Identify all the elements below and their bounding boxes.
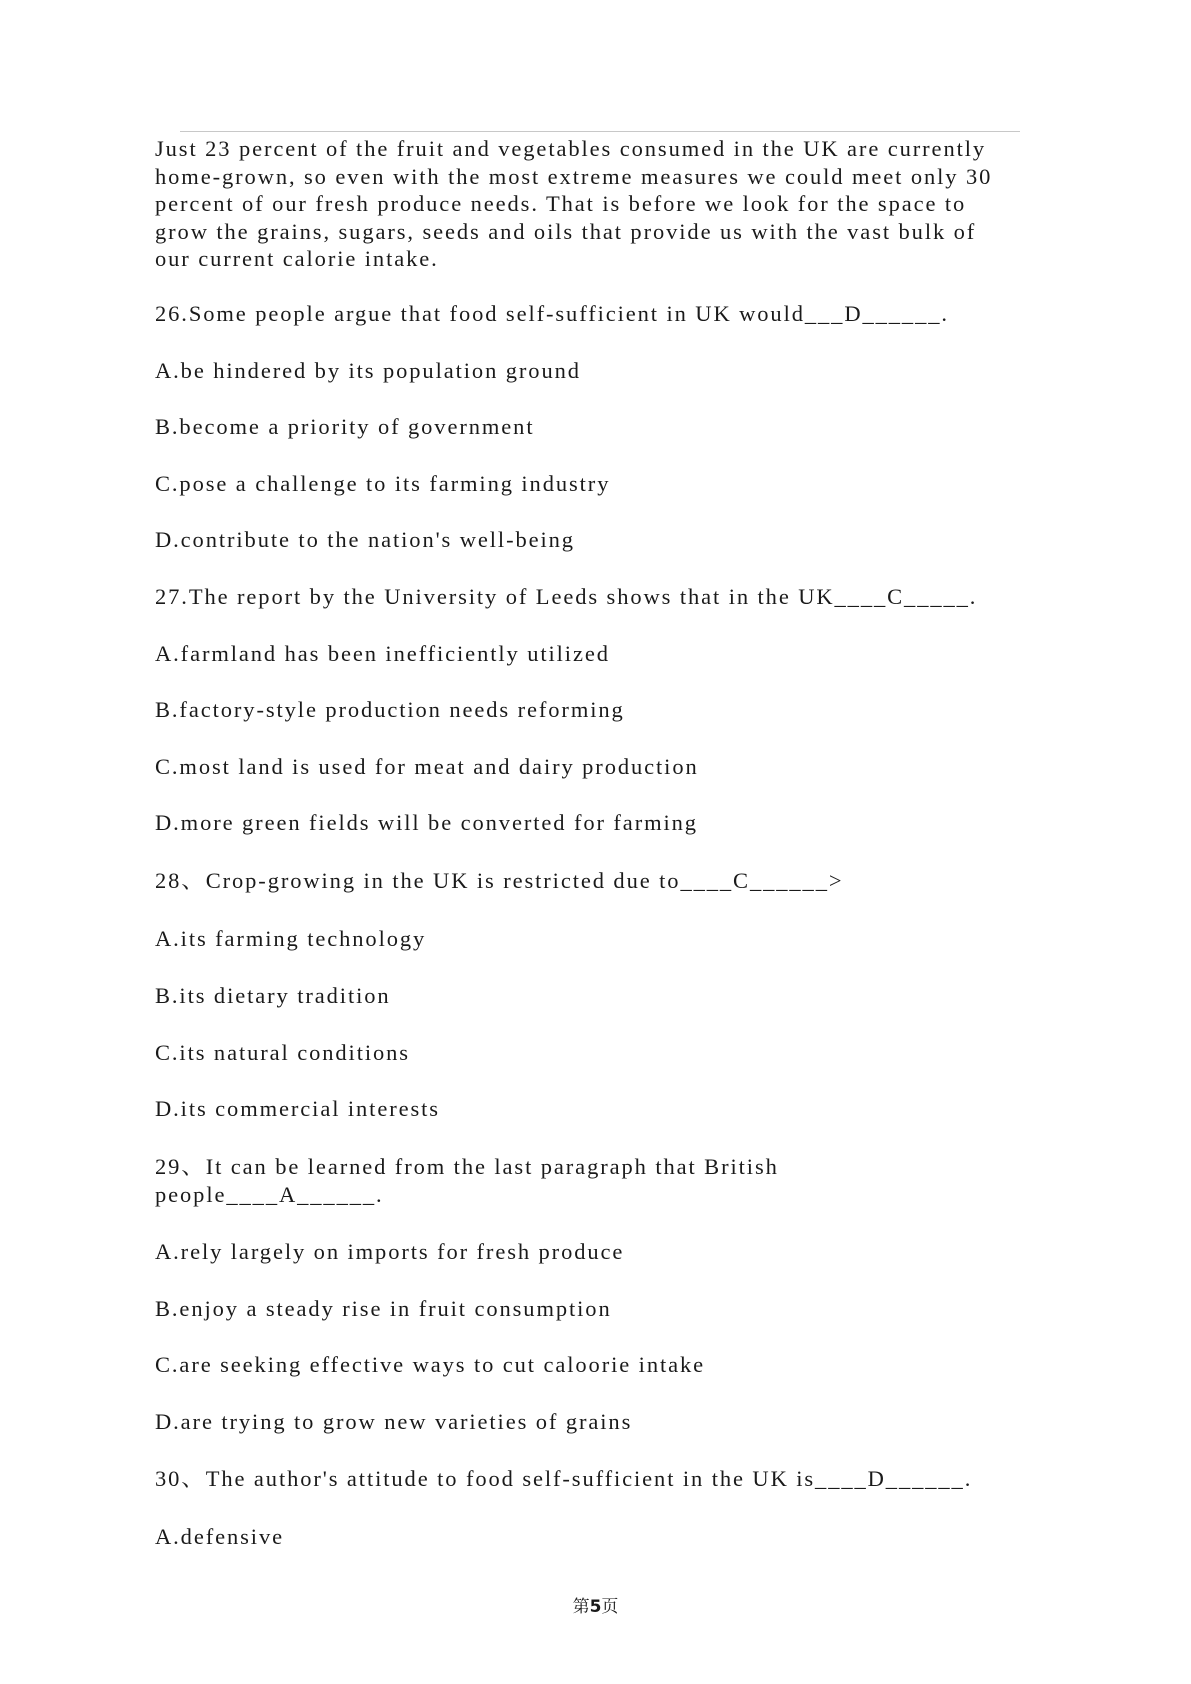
footer-prefix: 第	[572, 1597, 590, 1617]
question-30	[155, 1465, 1055, 1550]
option-b: B.its dietary tradition	[155, 983, 391, 1009]
option-c: C.are seeking effective ways to cut caloorie intake	[155, 1352, 706, 1378]
page-content	[155, 135, 1055, 1551]
option-b: B.factory-style production needs reforming	[155, 697, 625, 723]
option-d: D.contribute to the nation's well-being	[155, 527, 575, 553]
passage-line: home-grown, so even with the most extreme measures we could meet only 30	[155, 163, 993, 189]
option-d: D.more green fields will be converted for farming	[155, 810, 698, 836]
option-a: A.rely largely on imports for fresh produce	[155, 1239, 625, 1265]
question-27	[155, 583, 1055, 837]
question-stem: 30、The author's attitude to food self-sufficient in the UK is____D______.	[155, 1466, 973, 1492]
page-number: 5	[589, 1597, 602, 1617]
option-c: C.pose a challenge to its farming industry	[155, 470, 611, 496]
option-a: A.farmland has been inefficiently utilized	[155, 640, 610, 666]
question-stem-line: 29、It can be learned from the last paragraph that British	[155, 1153, 779, 1179]
question-26	[155, 300, 1055, 554]
option-c: C.its natural conditions	[155, 1039, 410, 1065]
passage-line: Just 23 percent of the fruit and vegetables consumed in the UK are currently	[155, 136, 987, 161]
passage-line: percent of our fresh produce needs. That is before we look for the space to	[155, 191, 967, 217]
option-b: B.enjoy a steady rise in fruit consumption	[155, 1295, 612, 1321]
option-c: C.most land is used for meat and dairy production	[155, 753, 699, 779]
passage-paragraph	[155, 135, 1055, 273]
header-rule	[180, 131, 1020, 132]
question-29	[155, 1153, 1055, 1436]
question-28	[155, 867, 1055, 1123]
option-a: A.defensive	[155, 1524, 284, 1550]
question-stem: 28、Crop-growing in the UK is restricted due to____C______>	[155, 867, 844, 893]
question-stem: 26.Some people argue that food self-sufficient in UK would___D______.	[155, 300, 949, 326]
passage-line: our current calorie intake.	[155, 246, 439, 272]
option-d: D.are trying to grow new varieties of grains	[155, 1408, 633, 1434]
option-a: A.its farming technology	[155, 925, 427, 951]
question-stem: 27.The report by the University of Leeds shows that in the UK____C_____.	[155, 583, 978, 609]
page-footer	[0, 1592, 1191, 1617]
passage-line: grow the grains, sugars, seeds and oils that provide us with the vast bulk of	[155, 218, 977, 244]
option-a: A.be hindered by its population ground	[155, 357, 581, 383]
option-d: D.its commercial interests	[155, 1096, 440, 1122]
question-stem-line: people____A______.	[155, 1182, 384, 1208]
option-b: B.become a priority of government	[155, 414, 535, 440]
footer-suffix: 页	[601, 1597, 619, 1617]
